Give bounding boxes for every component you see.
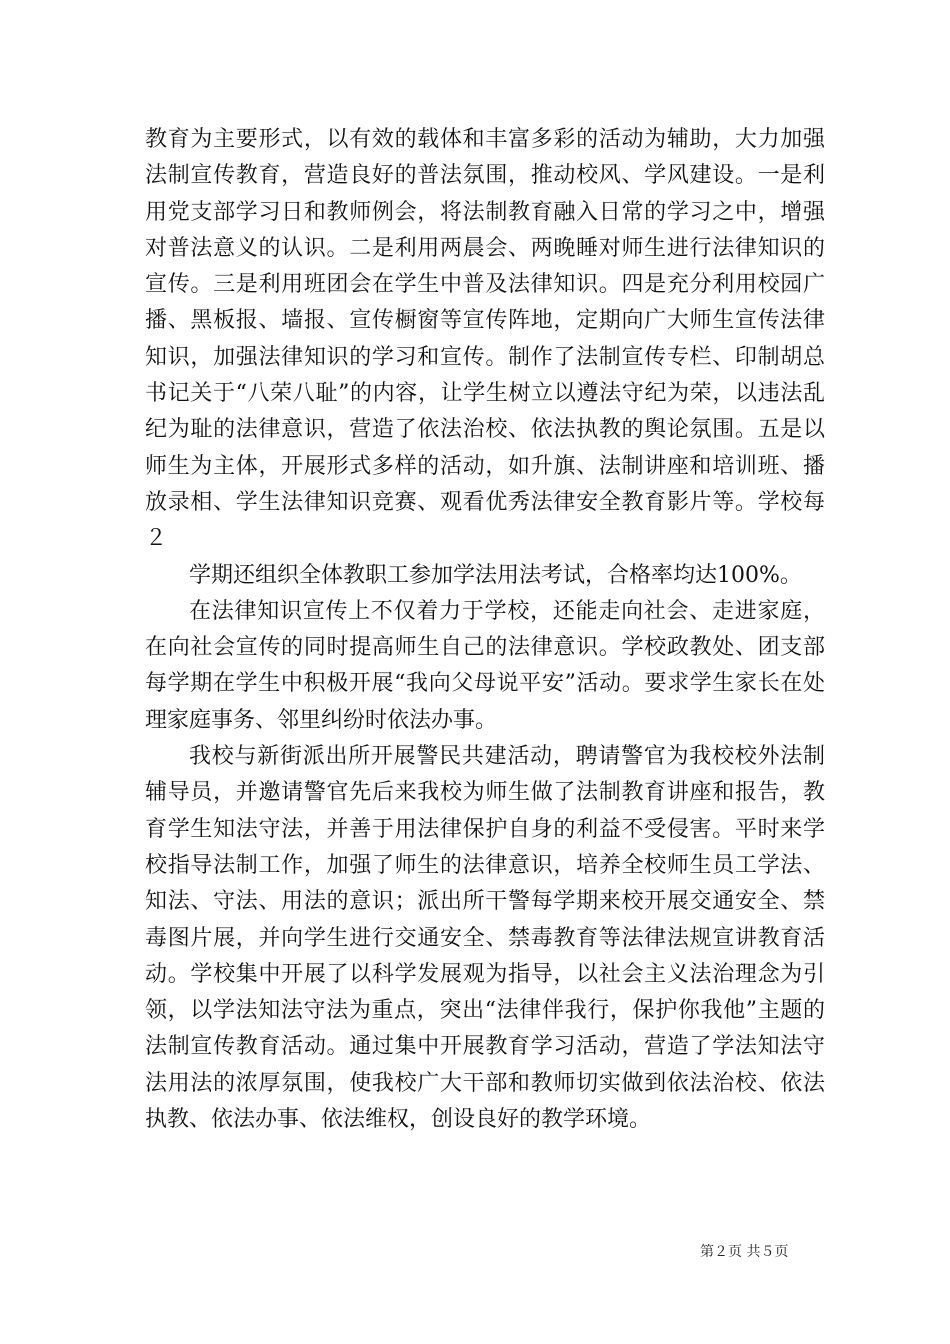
paragraph-police-cooperation: 我校与新街派出所开展警民共建活动，聘请警官为我校校外法制辅导员，并邀请警官先后来我校为师生做了法制教育讲座和报告，教育学生知法守法，并善于用法律保护自身的利益不受侵害。平时来学校指导法制工作，加强了师生的法律意识，培养全校师生员工学法、知法、守法、用法的意识；派出所干警每学期来校开展交通安全、禁毒图片展，并向学生进行交通安全、禁毒教育等法律法规宣讲教育活动。学校集中开展了以科学发展观为指导，以社会主义法治理念为引领，以学法知法守法为重点，突出“法律伴我行，保护你我他”主题的法制宣传教育活动。通过集中开展教育学习活动，营造了学法知法守法用法的浓厚氛围，使我校广大干部和教师切实做到依法治校、依法执教、依法办事、依法维权，创设良好的教学环境。 [145, 744, 825, 1133]
paragraph-exam: 学期还组织全体教职工参加学法用法考试，合格率均达100%。 [189, 562, 802, 588]
paragraph-continuation: 教育为主要形式，以有效的载体和丰富多彩的活动为辅助，大力加强法制宣传教育，营造良好的普法氛围，推动校风、学风建设。一是利用党支部学习日和教师例会，将法制教育融入日常的学习之中，增强对普法意义的认识。二是利用两晨会、两晚睡对师生进行法律知识的宣传。三是利用班团会在学生中普及法律知识。四是充分利用校园广播、黑板报、墙报、宣传橱窗等宣传阵地，定期向广大师生宣传法律知识，加强法律知识的学习和宣传。制作了法制宣传专栏、印制胡总书记关于“八荣八耻”的内容，让学生树立以遵法守纪为荣，以违法乱纪为耻的法律意识，营造了依法治校、依法执教的舆论氛围。五是以师生为主体，开展形式多样的活动，如升旗、法制讲座和培训班、播放录相、学生法律知识竞赛、观看优秀法律安全教育影片等。学校每２ [145, 127, 825, 552]
document-body [145, 122, 825, 1138]
page-number-footer: 第２页 共５页 [700, 1244, 789, 1260]
paragraph-community: 在法律知识宣传上不仅着力于学校，还能走向社会、走进家庭，在向社会宣传的同时提高师生自己的法律意识。学校政教处、团支部每学期在学生中积极开展“我向父母说平安”活动。要求学生家长在处理家庭事务、邻里纠纷时依法办事。 [145, 598, 825, 733]
